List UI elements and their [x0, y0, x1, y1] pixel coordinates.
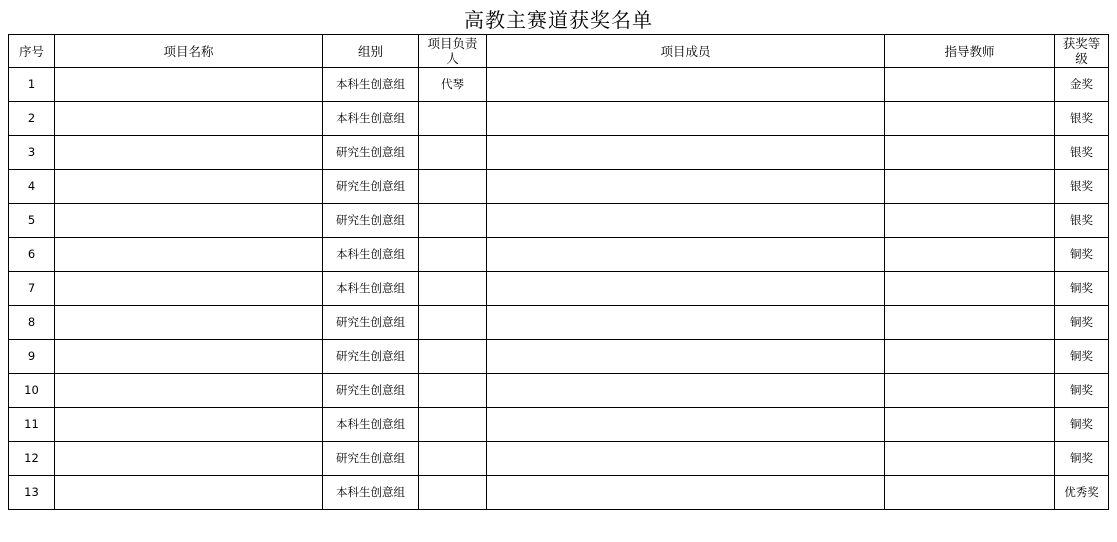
- cell-award: 银奖: [1055, 204, 1109, 238]
- cell-award: 金奖: [1055, 68, 1109, 102]
- table-row: [9, 408, 1109, 442]
- cell-name: [55, 170, 323, 204]
- cell-advisors: [885, 272, 1055, 306]
- cell-name: [55, 442, 323, 476]
- cell-no: 13: [9, 476, 55, 510]
- header-name: 项目名称: [55, 35, 323, 68]
- cell-group: 本科生创意组: [323, 272, 419, 306]
- cell-leader: [419, 272, 487, 306]
- cell-advisors: [885, 306, 1055, 340]
- table-body: [9, 68, 1109, 510]
- cell-members: [487, 408, 885, 442]
- cell-leader: [419, 408, 487, 442]
- cell-leader: [419, 238, 487, 272]
- cell-no: 11: [9, 408, 55, 442]
- cell-advisors: [885, 204, 1055, 238]
- header-no: 序号: [9, 35, 55, 68]
- cell-leader: [419, 442, 487, 476]
- cell-leader: [419, 102, 487, 136]
- table-row: [9, 68, 1109, 102]
- cell-leader: [419, 136, 487, 170]
- table-row: [9, 204, 1109, 238]
- table-row: [9, 340, 1109, 374]
- cell-leader: [419, 306, 487, 340]
- header-leader: 项目负责人: [419, 35, 487, 68]
- cell-members: [487, 238, 885, 272]
- cell-members: [487, 170, 885, 204]
- cell-no: 12: [9, 442, 55, 476]
- table-row: [9, 374, 1109, 408]
- cell-advisors: [885, 476, 1055, 510]
- table-row: [9, 272, 1109, 306]
- cell-award: 铜奖: [1055, 340, 1109, 374]
- cell-group: 研究生创意组: [323, 170, 419, 204]
- cell-advisors: [885, 340, 1055, 374]
- cell-advisors: [885, 408, 1055, 442]
- cell-leader: [419, 476, 487, 510]
- cell-members: [487, 442, 885, 476]
- cell-award: 铜奖: [1055, 442, 1109, 476]
- cell-name: [55, 238, 323, 272]
- cell-members: [487, 204, 885, 238]
- cell-name: [55, 476, 323, 510]
- cell-advisors: [885, 170, 1055, 204]
- cell-group: 研究生创意组: [323, 374, 419, 408]
- cell-advisors: [885, 238, 1055, 272]
- cell-group: 研究生创意组: [323, 204, 419, 238]
- cell-no: 10: [9, 374, 55, 408]
- cell-group: 研究生创意组: [323, 306, 419, 340]
- cell-no: 3: [9, 136, 55, 170]
- cell-leader: [419, 170, 487, 204]
- cell-members: [487, 476, 885, 510]
- cell-members: [487, 272, 885, 306]
- cell-group: 本科生创意组: [323, 102, 419, 136]
- cell-name: [55, 102, 323, 136]
- cell-group: 本科生创意组: [323, 238, 419, 272]
- cell-no: 6: [9, 238, 55, 272]
- cell-name: [55, 374, 323, 408]
- cell-no: 8: [9, 306, 55, 340]
- header-group: 组别: [323, 35, 419, 68]
- cell-award: 银奖: [1055, 170, 1109, 204]
- cell-name: [55, 136, 323, 170]
- cell-leader: [419, 374, 487, 408]
- cell-members: [487, 340, 885, 374]
- cell-group: 研究生创意组: [323, 136, 419, 170]
- awards-table: [8, 34, 1109, 510]
- cell-members: [487, 136, 885, 170]
- cell-name: [55, 68, 323, 102]
- cell-group: 研究生创意组: [323, 340, 419, 374]
- cell-advisors: [885, 374, 1055, 408]
- header-advisors: 指导教师: [885, 35, 1055, 68]
- document-title: 高教主赛道获奖名单: [464, 8, 653, 32]
- cell-award: 铜奖: [1055, 272, 1109, 306]
- cell-leader: [419, 204, 487, 238]
- cell-no: 4: [9, 170, 55, 204]
- table-row: [9, 306, 1109, 340]
- cell-advisors: [885, 442, 1055, 476]
- cell-name: [55, 306, 323, 340]
- cell-advisors: [885, 136, 1055, 170]
- cell-award: 银奖: [1055, 136, 1109, 170]
- cell-members: [487, 306, 885, 340]
- cell-name: [55, 340, 323, 374]
- table-row: [9, 442, 1109, 476]
- cell-name: [55, 272, 323, 306]
- cell-leader: 代琴: [419, 68, 487, 102]
- table-row: [9, 102, 1109, 136]
- header-award: 获奖等级: [1055, 35, 1109, 68]
- cell-name: [55, 204, 323, 238]
- cell-award: 铜奖: [1055, 306, 1109, 340]
- table-row: [9, 136, 1109, 170]
- cell-no: 2: [9, 102, 55, 136]
- cell-group: 本科生创意组: [323, 408, 419, 442]
- cell-no: 1: [9, 68, 55, 102]
- table-row: [9, 238, 1109, 272]
- cell-group: 本科生创意组: [323, 476, 419, 510]
- cell-award: 铜奖: [1055, 374, 1109, 408]
- cell-no: 5: [9, 204, 55, 238]
- cell-members: [487, 374, 885, 408]
- header-members: 项目成员: [487, 35, 885, 68]
- cell-award: 铜奖: [1055, 238, 1109, 272]
- table-header: [9, 35, 1109, 68]
- cell-advisors: [885, 102, 1055, 136]
- cell-award: 铜奖: [1055, 408, 1109, 442]
- cell-members: [487, 68, 885, 102]
- cell-award: 优秀奖: [1055, 476, 1109, 510]
- table-row: [9, 170, 1109, 204]
- cell-group: 研究生创意组: [323, 442, 419, 476]
- cell-group: 本科生创意组: [323, 68, 419, 102]
- cell-members: [487, 102, 885, 136]
- table-row: [9, 476, 1109, 510]
- cell-no: 7: [9, 272, 55, 306]
- cell-no: 9: [9, 340, 55, 374]
- cell-leader: [419, 340, 487, 374]
- cell-name: [55, 408, 323, 442]
- cell-award: 银奖: [1055, 102, 1109, 136]
- cell-advisors: [885, 68, 1055, 102]
